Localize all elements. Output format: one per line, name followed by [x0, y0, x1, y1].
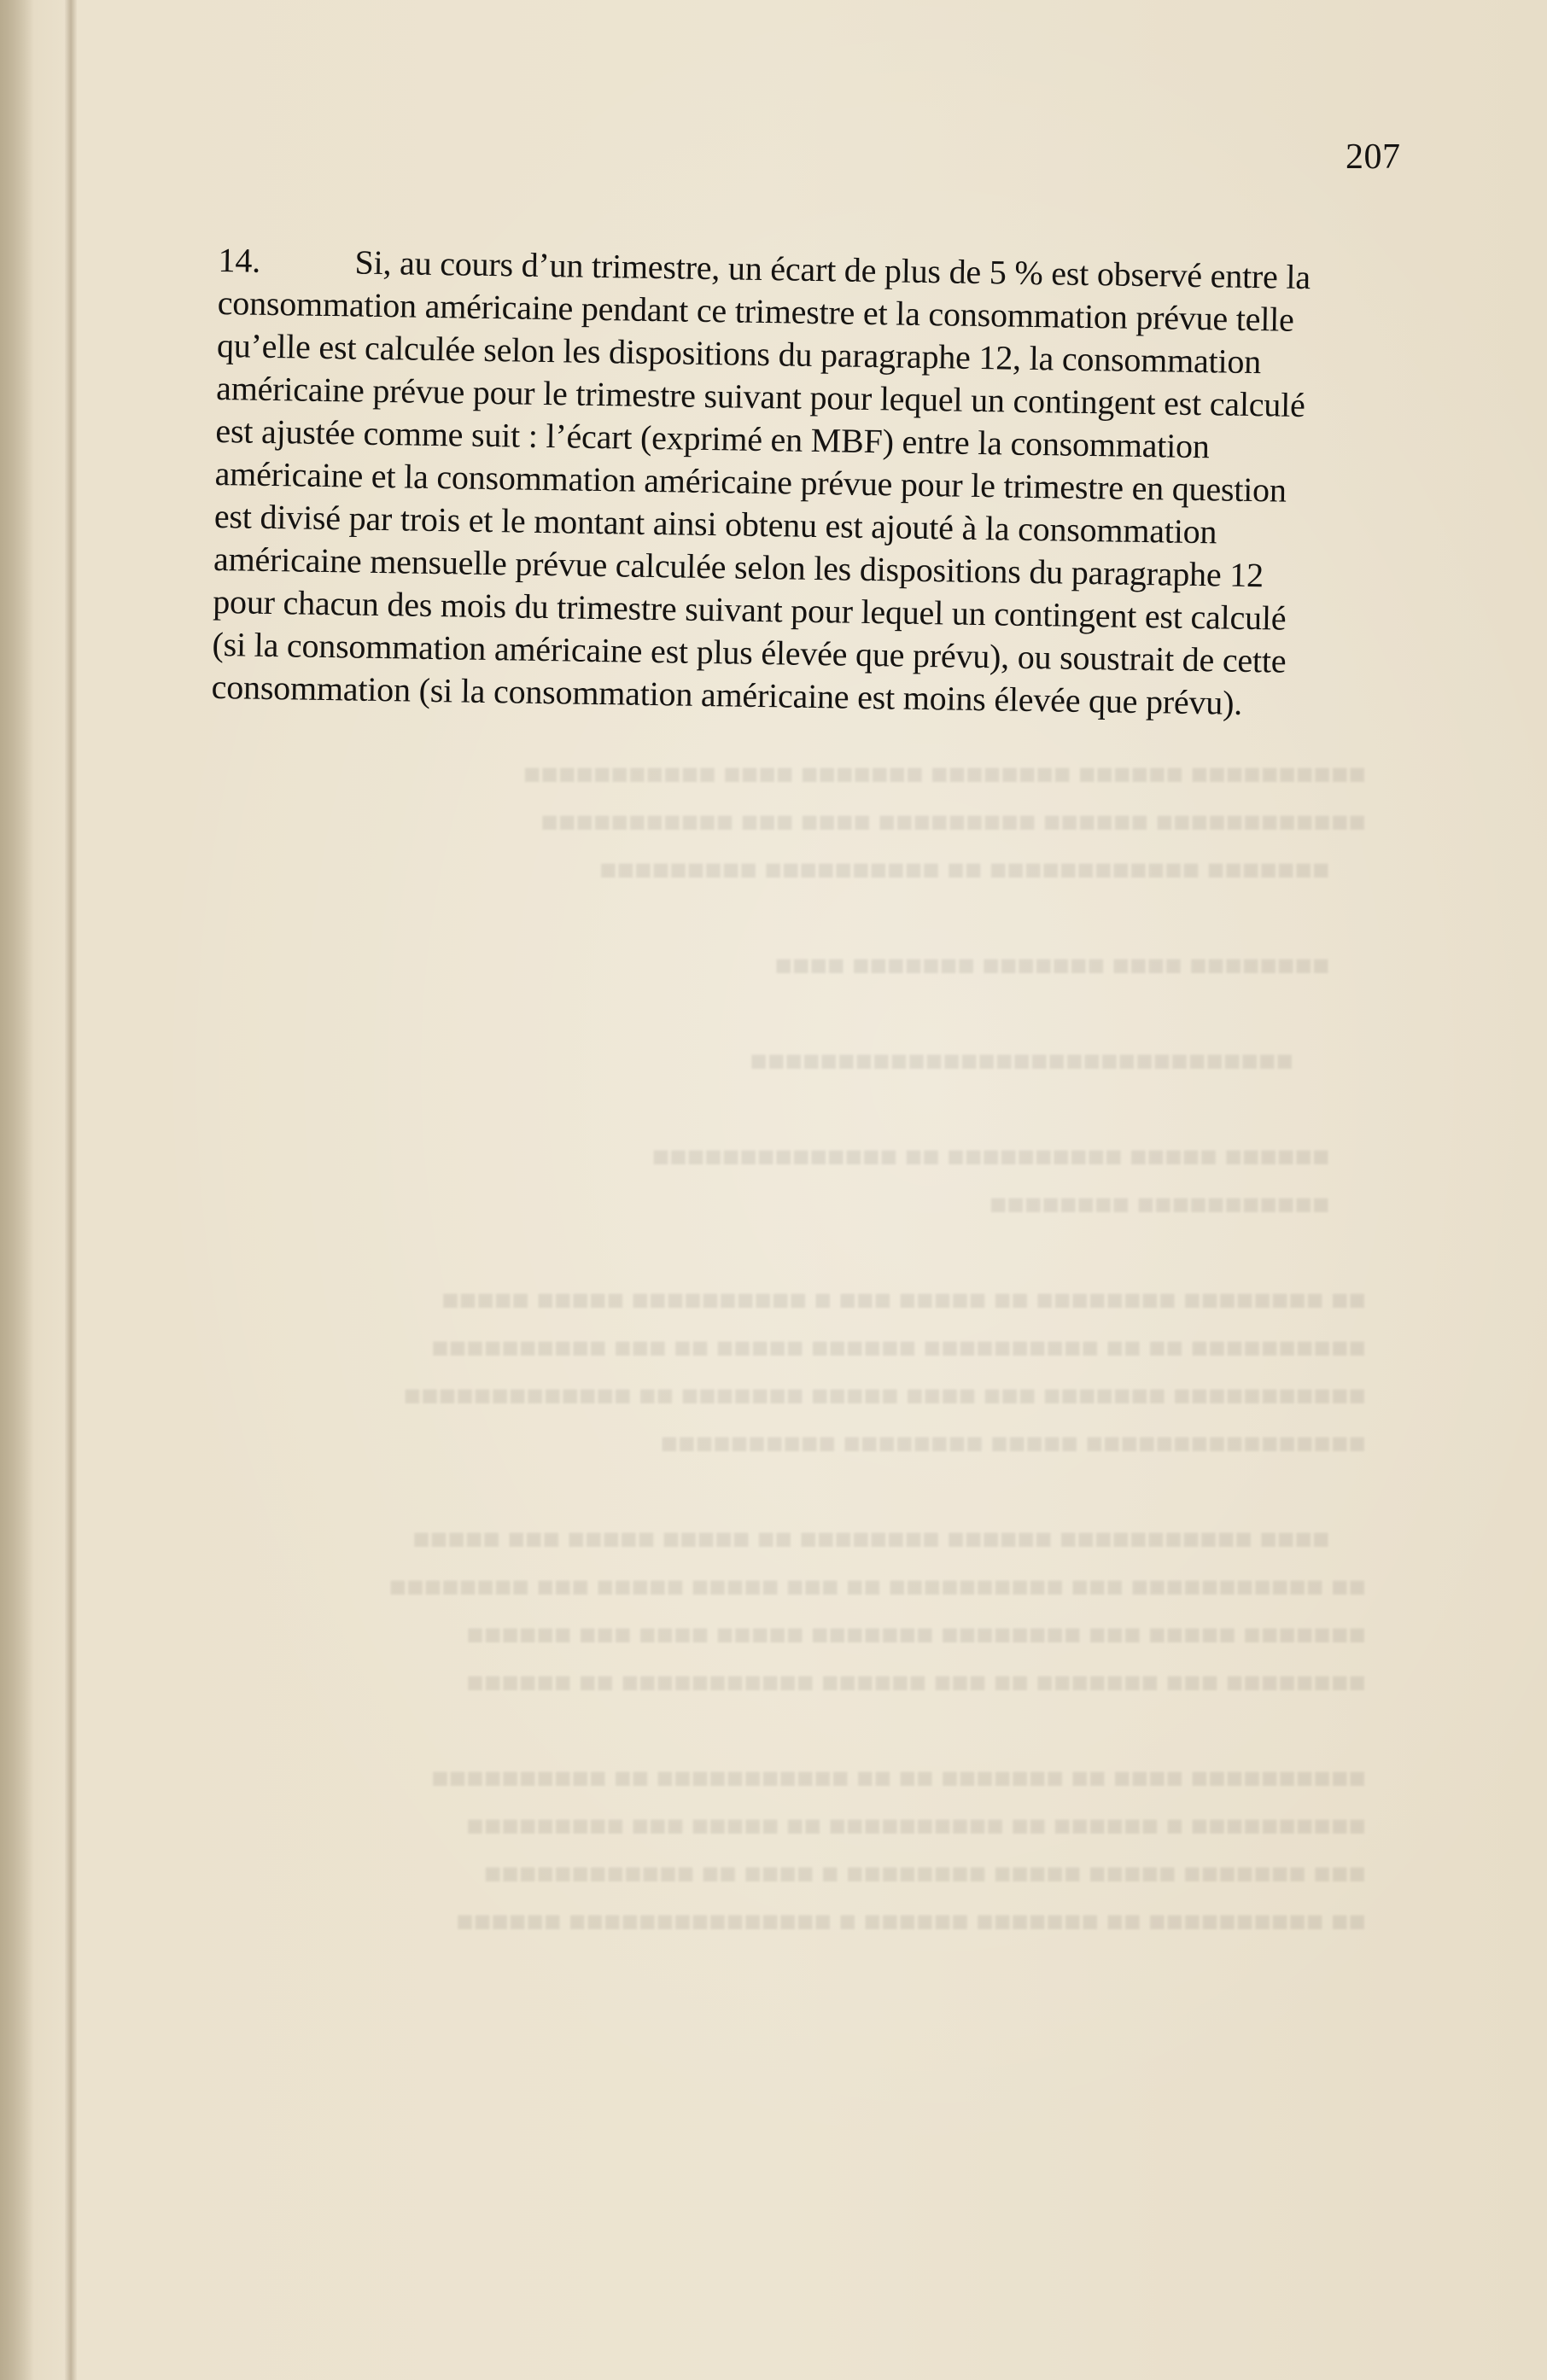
paragraph-line-5: est ajustée comme suit : l’écart (exprimé en MBF) entre la consommation: [215, 411, 1211, 466]
paragraph-line-8: américaine mensuelle prévue calculée selon les dispositions du paragraphe 12: [213, 539, 1264, 595]
paragraph-line-2: consommation américaine pendant ce trimestre et la consommation prévue telle: [217, 283, 1295, 339]
paragraph-line-text: Si, au cours d’un trimestre, un écart de plus de 5 % est observé entre la: [354, 242, 1311, 297]
paragraph-line-9: pour chacun des mois du trimestre suivant pour lequel un contingent est calculé: [212, 581, 1287, 638]
paragraph-line-3: qu’elle est calculée selon les dispositions du paragraphe 12, la consommation: [216, 325, 1262, 382]
page-number: 207: [1346, 137, 1401, 177]
page-edge-shadow: [0, 0, 34, 2380]
paragraph-line-6: américaine et la consommation américaine prévue pour le trimestre en question: [214, 453, 1287, 510]
paragraph-line-4: américaine prévue pour le trimestre suivant pour lequel un contingent est calculé: [215, 368, 1306, 425]
binding-gutter: [65, 0, 77, 2380]
show-through-bleed: ■■■■■■■■■■ ■■■■■■ ■■■■■■■■ ■■■■■■■ ■■■■ ■■■■■■■■■■■ ■■■■■■■■■■■■ ■■■■■■ ■■■■■■■■■ ■■■■ ■■■ ■■■■■■■■■■■ ■■■■■■■ ■■■■■■■■■■■■ ■■ ■■■■■■■■■■ ■■■■■■■■■ ■■■■■■■■ ■■■■ ■■■■■■■ ■■■■■■■ ■■■■ ■■■■■■■■■■■■■■■■■■■■■■■■■■■■■■■ ■■■■■■ ■■■■■ ■■■■■■■■■■ ■■ ■■■■■■■■■■■■■■ ■■■■■■■■■■■ ■■■■■■■■ ■■ ■■■■■■■■ ■■■■■■■■ ■■ ■■■■■ ■■■ ■ ■■■■■■■■■■ ■■■■■ ■■■■■ ■■■■■■■■■■ ■■ ■■ ■■■■■■■■■■ ■■■■■■ ■■■■■ ■■ ■■■ ■■■■■■■■■■ ■■■■■■■■■■■ ■■■■■■■ ■■■ ■■■■ ■■■■■ ■■■■■■■ ■■ ■■■■■■■■■■■■■ ■■■■■■■■■■■■■■■■ ■■■■■ ■■■■■■■■ ■■■■■■■■■■ ■■■■ ■■■■■■■■■■■ ■■■■■■ ■■■■■■■■ ■■ ■■■■■ ■■■■■ ■■■ ■■■■■ ■■ ■■■■■■■■■■■ ■■■ ■■■■■■■■■■ ■■ ■■■ ■■■■■ ■■■■■ ■■■ ■■■■■■■■ ■■■■■■■ ■■■■■ ■■■ ■■■■■■■■ ■■■■■■■ ■■■■■ ■■■■ ■■■ ■■■■■■ ■■■■■■■■ ■■■ ■■■■■■■ ■■ ■■■ ■■■■■■ ■■■■■■■■■■■ ■■ ■■■■■■ ■■■■■■■■■■ ■■■■ ■■ ■■■■■■■ ■■ ■■ ■■■■■■■■■■■ ■■ ■■■■■■■■■■ ■■■■■■■■■■ ■ ■■■■■■ ■■ ■■■■■■■■■■ ■■ ■■■■■ ■■■ ■■■■■■■■■ ■■■ ■■■■■■■ ■■■■■ ■■■■■ ■■■■■■■■ ■ ■■■■ ■■ ■■■■■■■■■■■■ ■■ ■■■■■■■■■■ ■■ ■■■■■■■ ■■■■■■ ■ ■■■■■■■■■■■■■■■ ■■■■■■: [388, 759, 1366, 1938]
paragraph-line-10: (si la consommation américaine est plus élevée que prévu), ou soustrait de cette: [212, 624, 1287, 680]
paragraph-14: [211, 239, 1387, 726]
paragraph-line-7: est divisé par trois et le montant ainsi obtenu est ajouté à la consommation: [213, 496, 1217, 551]
paragraph-line-11: consommation (si la consommation américaine est moins élevée que prévu).: [211, 667, 1243, 722]
paragraph-number: 14.: [218, 240, 261, 280]
